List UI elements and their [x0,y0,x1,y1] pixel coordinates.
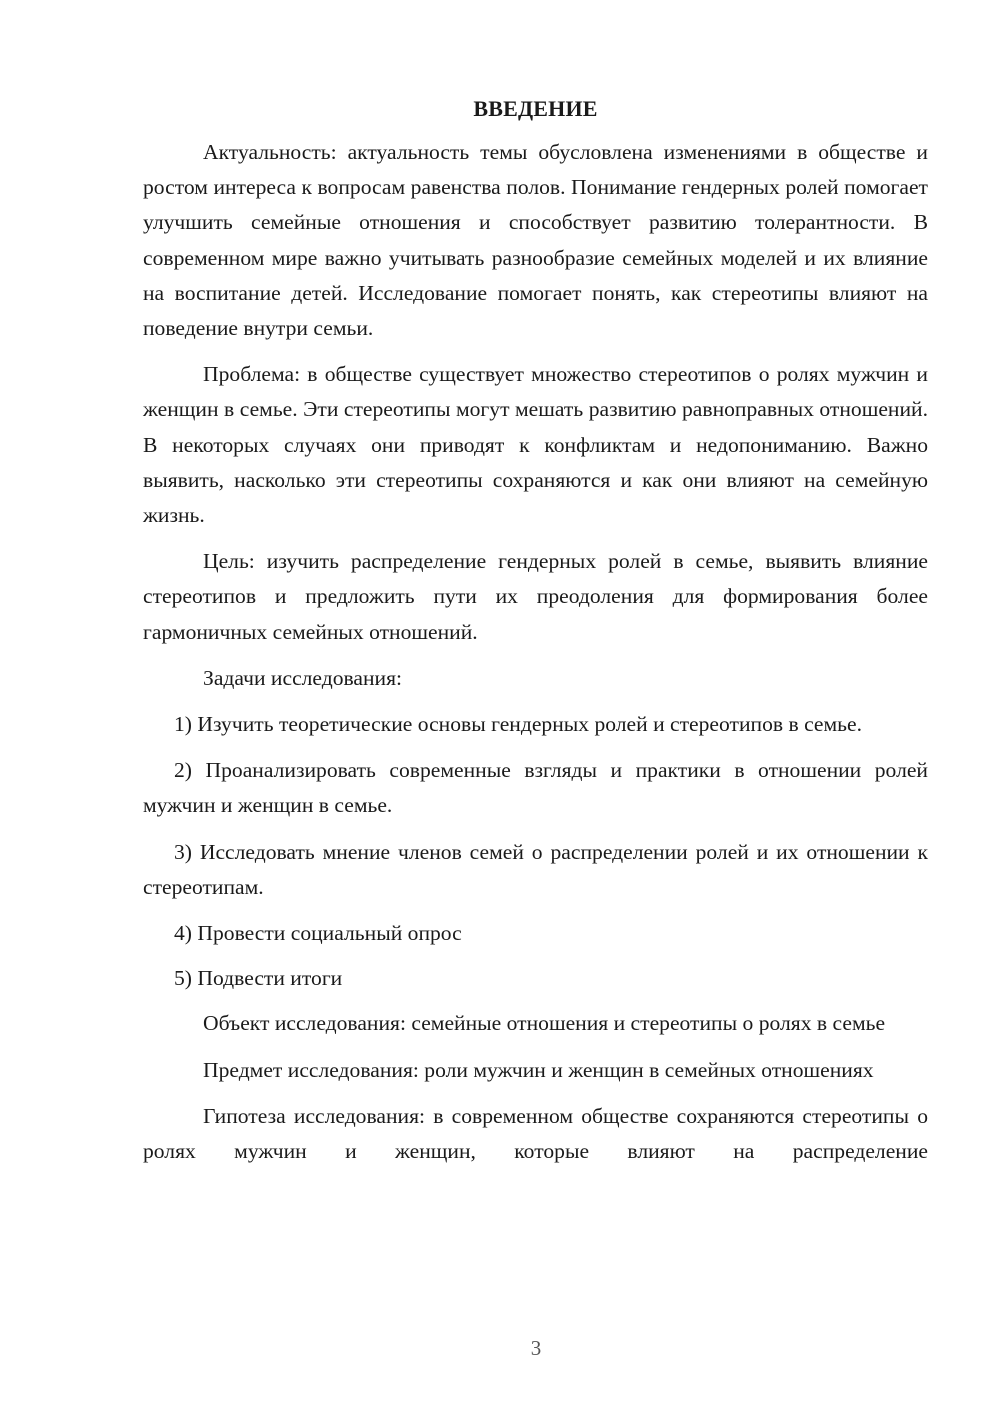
list-item: 5) Подвести итоги [174,966,343,991]
list-item: 1) Изучить теоретические основы гендерных ролей и стереотипов в семье. [174,712,862,737]
paragraph-relevance: Актуальность: актуальность темы обусловлена изменениями в обществе и ростом интереса к вопросам равенства полов. Понимание гендерных ролей помогает улучшить семейные отношения и способствует развитию толерантности. В современном мире важно учитывать разнообразие семейных моделей и их влияние на воспитание детей. Исследование помогает понять, как стереотипы влияют на поведение внутри семьи. [143,140,928,341]
document-page [143,92,928,1180]
paragraph-problem: Проблема: в обществе существует множество стереотипов о ролях мужчин и женщин в семье. Эти стереотипы могут мешать развитию равноправных отношений. В некоторых случаях они приводят к конфликтам и недопониманию. Важно выявить, насколько эти стереотипы сохраняются и как они влияют на семейную жизнь. [143,362,928,528]
paragraph-goal: Цель: изучить распределение гендерных ролей в семье, выявить влияние стереотипов и предложить пути их преодоления для формирования более гармоничных семейных отношений. [143,549,928,644]
page-number: 3 [530,1336,542,1360]
paragraph-subject: Предмет исследования: роли мужчин и женщин в семейных отношениях [203,1057,874,1082]
list-item: 2) Проанализировать современные взгляды и практики в отношении ролей мужчин и женщин в семье. [143,758,928,818]
list-item: 4) Провести социальный опрос [174,921,462,946]
tasks-heading: Задачи исследования: [203,665,403,690]
list-item: 3) Исследовать мнение членов семей о распределении ролей и их отношении к стереотипам. [143,839,928,899]
paragraph-object: Объект исследования: семейные отношения и стереотипы о ролях в семье [203,1011,886,1036]
paragraph-hypothesis: Гипотеза исследования: в современном обществе сохраняются стереотипы о ролях мужчин и женщин, которые влияют на распределение [143,1103,928,1164]
tasks-list [143,707,928,996]
section-title: ВВЕДЕНИЕ [473,96,598,121]
